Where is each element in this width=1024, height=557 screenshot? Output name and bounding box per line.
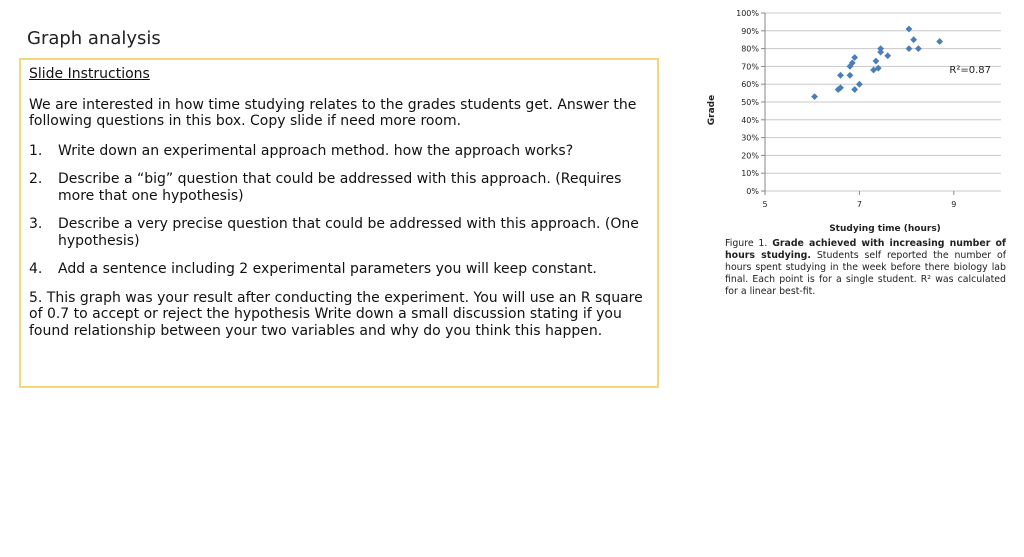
y-tick-label: 80% — [741, 44, 759, 54]
caption-bold: Grade achieved with increasing number of hours studying. — [725, 238, 1006, 261]
y-axis-label: Grade — [707, 94, 717, 126]
question-number: 2. — [29, 171, 43, 187]
data-point — [877, 45, 884, 52]
data-point — [906, 26, 913, 33]
question-item — [29, 143, 647, 160]
question-number: 1. — [29, 142, 43, 159]
question-text: Describe a very precise question that could be addressed with this approach. (One hypothesis) — [58, 216, 639, 249]
question-item — [29, 261, 647, 278]
instructions-box[interactable] — [19, 58, 659, 388]
data-point — [811, 93, 818, 100]
instructions-intro: We are interested in how time studying relates to the grades students get. Answer the following questions in this box. Copy slide if need more room. — [29, 96, 637, 129]
caption-label: Figure 1. — [725, 238, 768, 249]
data-point — [915, 45, 922, 52]
question-text: Add a sentence including 2 experimental parameters you will keep constant. — [58, 261, 597, 277]
instructions-item-5: 5. This graph was your result after conducting the experiment. You will use an R square of 0.7 to accept or reject the hypothesis Write down a small discussion stating if you found relationship between your two variables and why do you think this happen. — [29, 289, 643, 339]
data-point — [910, 36, 917, 43]
y-tick-label: 10% — [741, 169, 759, 179]
y-tick-label: 100% — [736, 9, 759, 18]
data-point — [837, 72, 844, 79]
y-tick-label: 20% — [741, 151, 759, 161]
x-tick-label: 7 — [856, 200, 862, 209]
y-tick-label: 30% — [741, 133, 759, 143]
caption-text: Students self reported the number of hours spent studying in the week before there biology lab final. Each point is for a single student. R² was calculated for a linear best-fit. — [725, 250, 1007, 297]
r-squared-annotation: R²=0.87 — [949, 64, 991, 76]
figure-caption — [725, 238, 1006, 298]
y-tick-label: 0% — [746, 187, 759, 196]
question-number: 3. — [29, 216, 43, 232]
question-item — [29, 216, 647, 249]
data-point — [906, 45, 913, 52]
x-tick-label: 5 — [762, 200, 768, 209]
instructions-heading: Slide Instructions — [29, 66, 150, 82]
y-tick-label: 60% — [741, 80, 759, 90]
scatter-chart — [696, 0, 1024, 240]
x-tick-label: 9 — [951, 200, 957, 209]
data-point — [847, 72, 854, 79]
question-number: 4. — [29, 261, 43, 277]
question-text: Describe a “big” question that could be addressed with this approach. (Requires more that one hypothesis) — [58, 171, 622, 204]
data-point — [936, 38, 943, 45]
x-axis-label: Studying time (hours) — [829, 224, 941, 234]
y-tick-label: 40% — [741, 115, 759, 125]
data-point — [851, 86, 858, 93]
question-item — [29, 171, 647, 204]
slide-title: Graph analysis — [27, 28, 161, 49]
y-tick-label: 50% — [741, 98, 759, 107]
data-point — [873, 58, 880, 65]
data-point — [856, 81, 863, 88]
data-point — [884, 52, 891, 59]
y-tick-label: 70% — [741, 62, 759, 72]
instructions-content — [29, 64, 647, 352]
scatter-chart-svg — [696, 0, 1024, 240]
y-tick-label: 90% — [741, 26, 759, 36]
question-text: Write down an experimental approach method. how the approach works? — [58, 142, 574, 159]
question-list — [29, 143, 647, 278]
